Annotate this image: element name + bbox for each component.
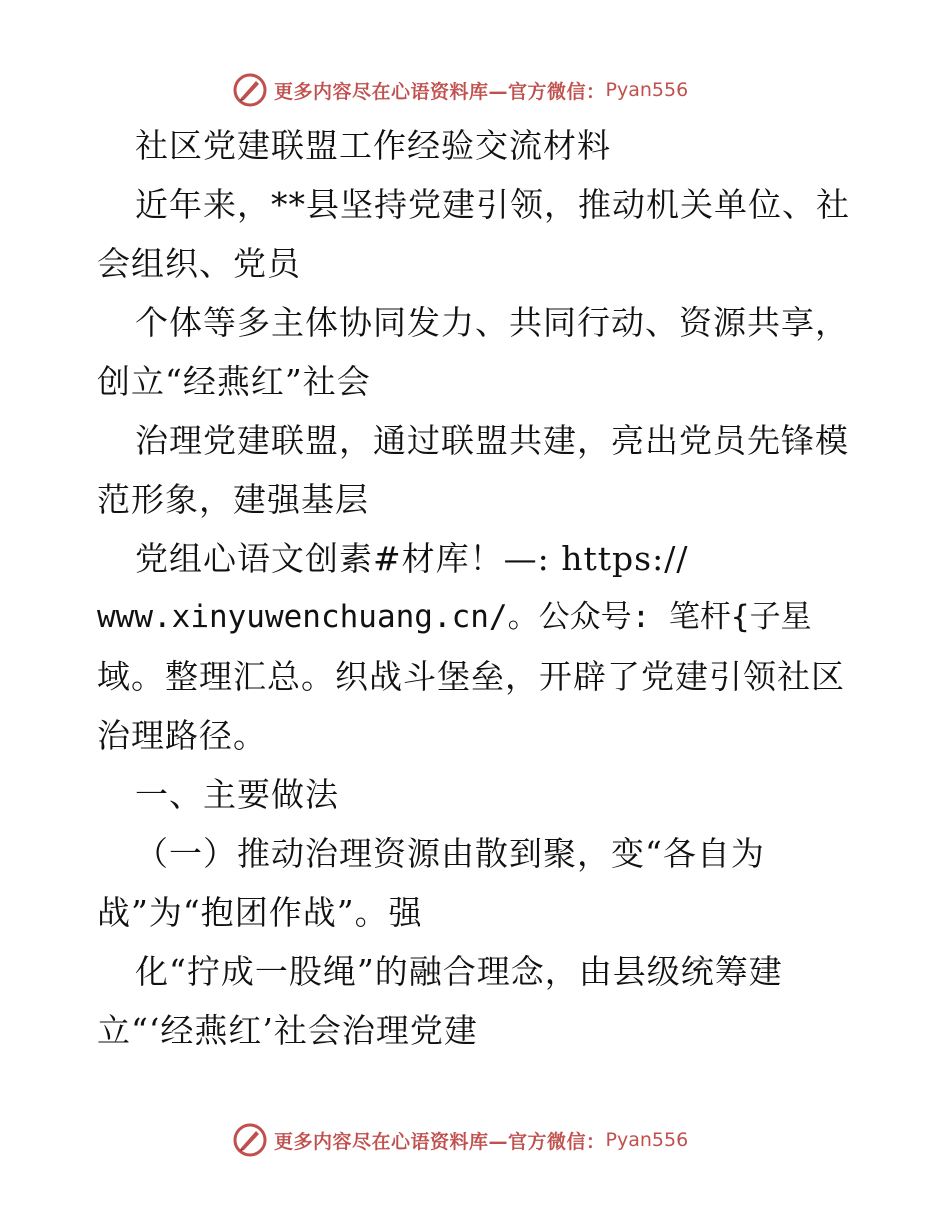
paragraph-line: 党组心语文创素#材库！—: https:// [135,539,689,578]
paragraph-line: 范形象，建强基层 [97,480,369,519]
paragraph-line: 创立“经燕红”社会 [97,362,371,401]
paragraph-line: 治理党建联盟，通过联盟共建，亮出党员先锋模 [135,421,849,460]
url-line: www.xinyuwenchuang.cn/。公众号: 笔杆{子星 [97,599,812,635]
document-title: 社区党建联盟工作经验交流材料 [135,126,611,165]
paragraph-line: 个体等多主体协同发力、共同行动、资源共享， [135,303,849,342]
paragraph-line: 治理路径。 [97,716,267,755]
document-body [97,116,857,1060]
wechat-id: Pyan556 [605,1129,689,1151]
subsection-heading: （一）推动治理资源由散到聚，变“各自为 [135,834,765,873]
wechat-id: Pyan556 [605,79,689,101]
paragraph-line: 近年来，**县坚持党建引领，推动机关单位、社 [135,185,850,224]
footer-watermark [232,1120,688,1160]
paragraph-line: 会组织、党员 [97,244,301,283]
paragraph-line: 域。整理汇总。织战斗堡垒，开辟了党建引领社区 [97,657,845,696]
quill-seal-icon [232,72,268,108]
watermark-text: 更多内容尽在心语资料库—官方微信： [274,1130,606,1153]
watermark-text: 更多内容尽在心语资料库—官方微信： [274,80,606,103]
paragraph-line: 化“拧成一股绳”的融合理念，由县级统筹建 [135,952,783,991]
quill-seal-icon [232,1122,268,1158]
header-watermark [232,70,688,110]
paragraph-line: 立“‘经燕红’社会治理党建 [97,1011,478,1050]
paragraph-line: 战”为“抱团作战”。强 [97,893,423,932]
section-heading: 一、主要做法 [135,775,339,814]
